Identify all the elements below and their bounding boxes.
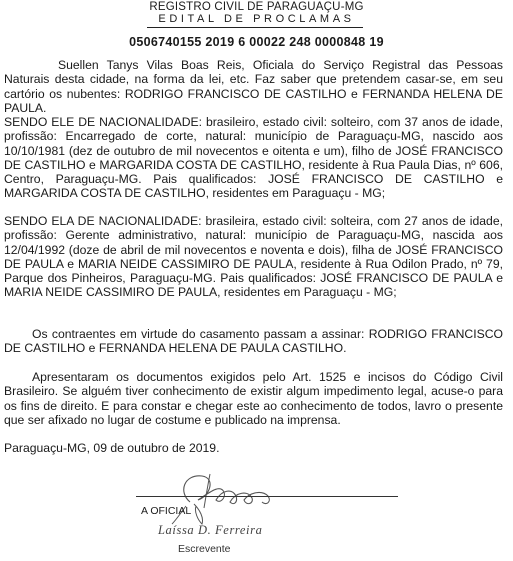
- header-divider: [147, 27, 363, 28]
- signature-line: [136, 496, 398, 497]
- stamp-name: Laíssa D. Ferreira: [158, 523, 263, 537]
- registry-title: REGISTRO CIVIL DE PARAGUAÇU-MG: [149, 1, 364, 13]
- signing-paragraph: Os contraentes em virtude do casamento passam a assinar: RODRIGO FRANCISCO DE CASTILHO e FERNANDA HELENA DE PAULA CASTILHO.: [4, 327, 503, 356]
- groom-paragraph: SENDO ELE DE NACIONALIDADE: brasileiro, estado civil: solteiro, com 37 anos de idade, profissão: Encarregado de corte, natural: município de Paraguaçu-MG, nascido aos 10/10/1981 (dez de outubro de mil novecentos e oitenta e um), filho de JOSÉ FRANCISCO DE CASTILHO e MARGARIDA COSTA DE CASTILHO, residente à Rua Paula Dias, nº 606, Centro, Paraguaçu-MG. Pais qualificados: JOSÉ FRANCISCO DE CASTILHO e MARGARIDA COSTA DE CASTILHO, residentes em Paraguaçu - MG;: [4, 115, 503, 201]
- documents-paragraph: Apresentaram os documentos exigidos pelo Art. 1525 e incisos do Código Civil Brasileiro. Se alguém tiver conhecimento de existir algum impedimento legal, acuse-o para os fins de direito. E para constar e chegar este ao conhecimento de todos, lavro o presente que ser afixado no lugar de costume e publicado na imprensa.: [4, 370, 503, 427]
- place-date: Paraguaçu-MG, 09 de outubro de 2019.: [4, 441, 220, 455]
- document-code: 0506740155 2019 6 00022 248 0000848 19: [129, 35, 384, 49]
- signature-title: A OFICIAL: [141, 505, 192, 517]
- stamp-role: Escrevente: [178, 543, 231, 555]
- bride-paragraph: SENDO ELA DE NACIONALIDADE: brasileira, estado civil: solteira, com 27 anos de idade, profissão: Gerente administrativo, natural: município de Paraguaçu-MG, nascida aos 12/04/1992 (doze de abril de mil novecentos e noventa e dois), filha de JOSÉ FRANCISCO DE PAULA e MARIA NEIDE CASSIMIRO DE PAULA, residente à Rua Odilon Prado, nº 79, Parque dos Pinheiros, Paraguaçu-MG. Pais qualificados: JOSÉ FRANCISCO DE PAULA e MARIA NEIDE CASSIMIRO DE PAULA, residentes em Paraguaçu - MG;: [4, 214, 503, 300]
- handwritten-signature: [150, 462, 300, 528]
- edital-title: EDITAL DE PROCLAMAS: [158, 13, 355, 25]
- intro-paragraph: Suellen Tanys Vilas Boas Reis, Oficiala do Serviço Registral das Pessoas Naturais desta cidade, na forma da lei, etc. Faz saber que pretendem casar-se, em seu cartório os nubentes: RODRIGO FRANCISCO DE CASTILHO e FERNANDA HELENA DE PAULA.: [4, 58, 503, 115]
